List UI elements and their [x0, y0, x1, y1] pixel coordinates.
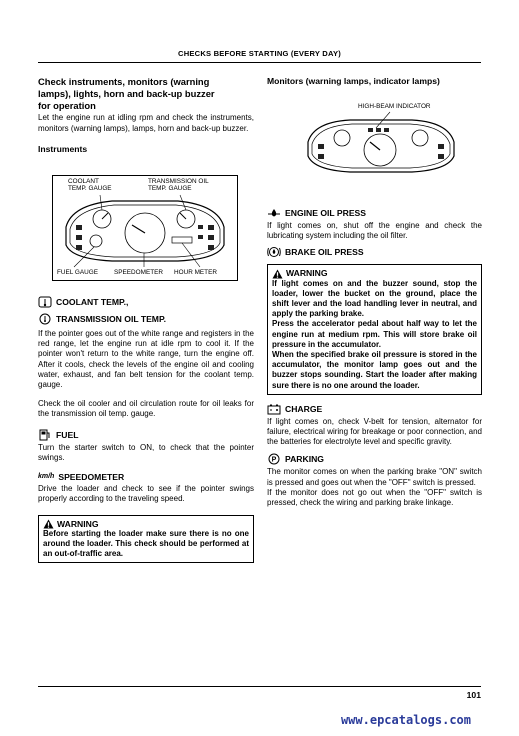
oil-cooler-paragraph: Check the oil cooler and oil circulation route for oil leaks for the transmission oil temp. gauge. [38, 399, 254, 419]
right-warning-box [267, 264, 482, 394]
engine-oil-paragraph: If light comes on, shut off the engine and check the lubricating system including the oil filter. [267, 221, 482, 241]
speed-unit-icon: km/h [38, 473, 55, 481]
coolant-temp-icon [38, 296, 52, 308]
footer-rule [38, 686, 481, 687]
page-number: 101 [466, 690, 481, 700]
right-warning-text-2: Press the accelerator pedal about half way to let the engine run at medium rpm. This will store brake oil pressure in the accumulator. [272, 319, 477, 349]
fuel-paragraph: Turn the starter switch to ON, to check that the pointer swings. [38, 442, 254, 462]
engine-oil-heading-row [267, 207, 482, 219]
coolant-gauge-label: COOLANT TEMP. GAUGE [68, 178, 112, 193]
coolant-temp-heading-row [38, 296, 254, 308]
left-warning-title: WARNING [57, 518, 99, 529]
monitor-panel-drawing [300, 100, 460, 178]
coolant-temp-heading: COOLANT TEMP., [56, 296, 129, 307]
battery-icon [267, 403, 281, 415]
brake-oil-heading-row [267, 246, 482, 258]
speedometer-label: SPEEDOMETER [114, 269, 164, 276]
right-warning-text-1: If light comes on and the buzzer sound, stop the loader, lower the bucket on the ground, place the shift lever and the load handling lever in neutral, and apply the parking brake. [272, 278, 477, 319]
fuel-heading: FUEL [56, 429, 79, 440]
parking-paragraph-2: If the monitor does not go out when the "OFF" switch is pressed, check the wiring and parking brake linkage. [267, 487, 482, 508]
fuel-pump-icon [38, 429, 52, 441]
left-warning-box [38, 515, 254, 564]
left-warning-header [43, 519, 249, 529]
hour-meter-label: HOUR METER [174, 269, 217, 276]
speedometer-heading-row [38, 472, 254, 482]
left-warning-text: Before starting the loader make sure there is no one around the loader. This check should be performed at an out-of-traffic area. [43, 528, 249, 559]
speedometer-paragraph: Drive the loader and check to see if the pointer swings properly according to the traveling speed. [38, 484, 254, 504]
watermark-link[interactable]: www.epcatalogs.com [340, 713, 471, 727]
high-beam-indicator-label: HIGH-BEAM INDICATOR [358, 103, 431, 110]
page-header: CHECKS BEFORE STARTING (EVERY DAY) [178, 49, 341, 58]
right-warning-text-3: When the specified brake oil pressure is stored in the accumulator, the monitor lamp goes out and the buzzer stops sounding. Start the loader after making sure there is no one around the loader. [272, 350, 477, 390]
transmission-oil-temp-icon [38, 313, 52, 325]
monitor-panel-figure [300, 100, 460, 178]
fuel-gauge-label: FUEL GAUGE [57, 269, 98, 276]
left-column [38, 76, 254, 155]
right-warning-header [272, 268, 477, 278]
section-title-line-1: Check instruments, monitors (warning [38, 76, 210, 87]
charge-heading: CHARGE [285, 403, 323, 414]
instruments-heading: Instruments [38, 143, 88, 154]
charge-paragraph: If light comes on, check V-belt for tension, alternator for failure, electrical wiring for breakage or poor connection, and the batteries for electrolyte level and specific gravity. [267, 416, 482, 447]
section-title-line-3: for operation [38, 99, 96, 111]
engine-oil-heading: ENGINE OIL PRESS [285, 207, 367, 218]
transmission-oil-temp-heading: TRANSMISSION OIL TEMP. [56, 313, 166, 324]
section-title-line-2: lamps), lights, horn and back-up buzzer [38, 87, 215, 99]
header-rule [38, 62, 481, 63]
charge-heading-row [267, 403, 482, 415]
monitors-heading: Monitors (warning lamps, indicator lamps) [267, 76, 440, 86]
instrument-panel-figure [52, 175, 238, 281]
brake-oil-icon [267, 246, 281, 258]
parking-heading: PARKING [285, 454, 324, 465]
temperature-paragraph: If the pointer goes out of the white range and registers in the red range, let the engine run at idle rpm to cool it. If the pointer won't return to the white range, turn the engine off. After it cools, check the levels of the engine oil and cooling water, exhaust, and fan belt tension for the coolant temp. gauge. [38, 329, 254, 390]
speedometer-heading: SPEEDOMETER [58, 472, 125, 483]
brake-oil-heading: BRAKE OIL PRESS [285, 247, 364, 258]
warning-triangle-icon [43, 519, 54, 529]
parking-paragraph-1: The monitor comes on when the parking brake "ON" switch is pressed and goes out when the "OFF" switch is pressed. [267, 467, 482, 487]
warning-triangle-icon [272, 269, 283, 279]
intro-paragraph: Let the engine run at idling rpm and check the instruments, monitors (warning lamps), lamps, horn and back-up buzzer. [38, 113, 254, 133]
parking-heading-row [267, 453, 482, 465]
right-column-lower [267, 207, 482, 508]
transmission-gauge-label: TRANSMISSION OIL TEMP. GAUGE [148, 178, 209, 193]
transmission-oil-temp-heading-row [38, 313, 254, 325]
parking-brake-icon [267, 453, 281, 465]
right-column [267, 76, 482, 87]
oil-drop-icon [267, 207, 281, 219]
left-column-lower [38, 296, 254, 563]
right-warning-title: WARNING [286, 268, 328, 279]
svg-text:P: P [271, 456, 277, 464]
fuel-heading-row [38, 429, 254, 441]
